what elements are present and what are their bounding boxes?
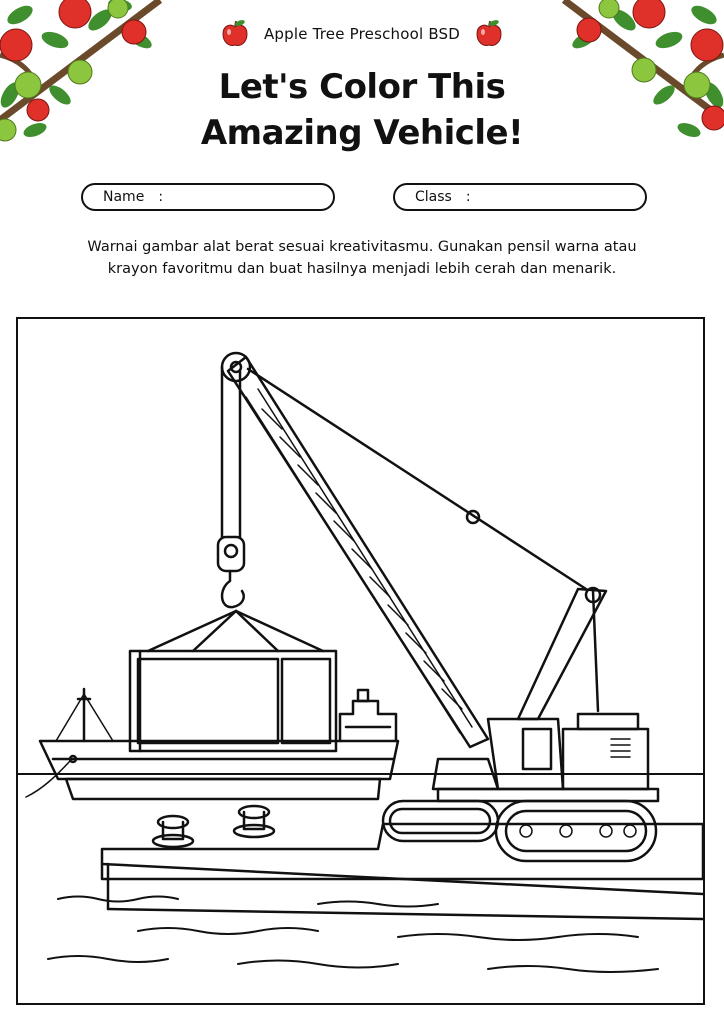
crane-illustration — [18, 319, 703, 1003]
name-field[interactable] — [81, 183, 335, 211]
coloring-frame — [16, 317, 705, 1005]
class-label: Class — [415, 189, 452, 205]
class-field[interactable] — [393, 183, 647, 211]
apple-icon — [474, 19, 504, 49]
shipping-container — [130, 651, 336, 751]
title-line-1: Let's Color This — [218, 67, 506, 107]
ship-cabin — [340, 701, 396, 741]
instructions-line-1: Warnai gambar alat berat sesuai kreativitasmu. Gunakan pensil warna atau — [87, 239, 637, 255]
bollard — [153, 816, 193, 847]
crane-track-left — [383, 801, 498, 841]
instructions-line-2: krayon favoritmu dan buat hasilnya menjadi lebih cerah dan menarik. — [107, 261, 617, 277]
class-separator: : — [465, 189, 471, 205]
apple-icon — [220, 19, 250, 49]
instructions — [30, 236, 694, 280]
crane-body — [563, 729, 648, 789]
water — [48, 897, 658, 973]
school-name: Apple Tree Preschool BSD — [263, 25, 461, 43]
name-label: Name — [103, 189, 145, 205]
crane-hook-block — [218, 537, 244, 571]
school-header — [0, 18, 724, 50]
title-line-2: Amazing Vehicle! — [200, 113, 524, 153]
bollard — [234, 806, 274, 837]
page-title — [0, 64, 724, 156]
crane-boom — [228, 357, 488, 747]
name-separator: : — [158, 189, 164, 205]
crane-hook — [222, 571, 244, 607]
